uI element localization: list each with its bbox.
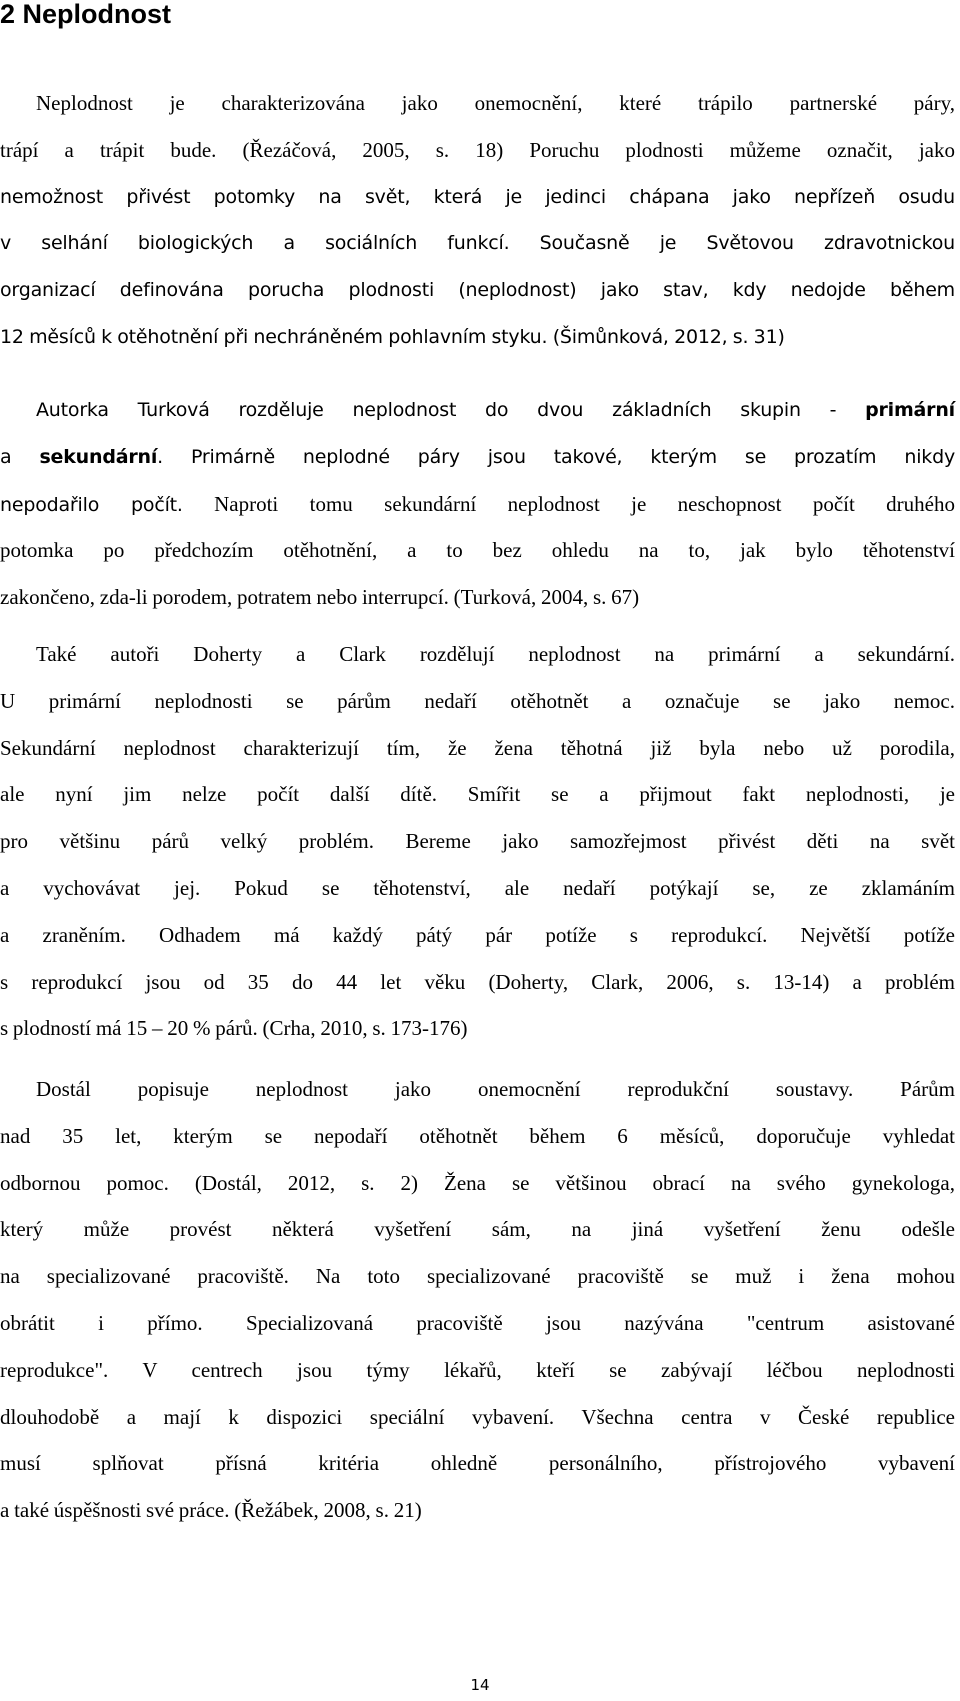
paragraph-line: nemožnost přivést potomky na svět, která je jedinci chápana jako nepřízeň osudu — [0, 185, 955, 208]
paragraph-line — [0, 387, 955, 434]
text-run: . Primárně neplodné páry jsou takové, kterým se prozatím nikdy — [157, 445, 955, 468]
paragraph-line: Neplodnost je charakterizována jako onemocnění, které trápilo partnerské páry, — [36, 91, 955, 115]
paragraph-line: pro většinu párů velký problém. Bereme jako samozřejmost přivést děti na svět — [0, 829, 955, 854]
paragraph-line: na specializované pracoviště. Na toto specializované pracoviště se muž i žena mohou — [0, 1264, 955, 1289]
paragraph-line: a také úspěšnosti své práce. (Řežábek, 2008, s. 21) — [0, 1498, 422, 1523]
paragraph-line: zakončeno, zda-li porodem, potratem nebo interrupcí. (Turková, 2004, s. 67) — [0, 585, 640, 610]
text-run: Naproti tomu sekundární neplodnost je neschopnost počít druhého — [182, 491, 955, 516]
paragraph-2 — [0, 387, 955, 621]
paragraph-line: potomka po předchozím otěhotnění, a to bez ohledu na to, jak bylo těhotenství — [0, 538, 955, 563]
paragraph-line: s reprodukcí jsou od 35 do 44 let věku (Doherty, Clark, 2006, s. 13-14) a problém — [0, 969, 955, 994]
paragraph-line — [0, 434, 955, 481]
term-secondary: sekundární — [39, 445, 158, 468]
paragraph-line: reprodukce". V centrech jsou týmy lékařů, kteří se zabývají léčbou neplodnosti — [0, 1357, 955, 1382]
paragraph-line: odbornou pomoc. (Dostál, 2012, s. 2) Žena se většinou obrací na svého gynekologa, — [0, 1170, 955, 1195]
paragraph-line — [0, 481, 955, 528]
text-run: Současně je Světovou zdravotnickou — [539, 232, 956, 255]
paragraph-line: který může provést některá vyšetření sám, na jiná vyšetření ženu odešle — [0, 1217, 955, 1242]
paragraph-line: musí splňovat přísná kritéria ohledně personálního, přístrojového vybavení — [0, 1451, 955, 1476]
text-run: nepodařilo počít. — [0, 493, 183, 516]
paragraph-4 — [0, 1066, 955, 1534]
text-run: a — [0, 445, 40, 468]
paragraph-line: dlouhodobě a mají k dispozici speciální vybavení. Všechna centra v České republice — [0, 1404, 955, 1429]
paragraph-1 — [0, 80, 955, 361]
term-primary: primární — [865, 399, 955, 421]
paragraph-line: obrátit i přímo. Specializovaná pracoviště jsou nazývána "centrum asistované — [0, 1310, 955, 1335]
paragraph-line: organizací definována porucha plodnosti (neplodnost) jako stav, kdy nedojde během — [0, 279, 955, 302]
paragraph-line: s plodností má 15 – 20 % párů. (Crha, 2010, s. 173-176) — [0, 1016, 468, 1041]
paragraph-line: U primární neplodnosti se párům nedaří otěhotnět a označuje se jako nemoc. — [0, 688, 955, 713]
paragraph-line: nad 35 let, kterým se nepodaří otěhotnět během 6 měsíců, doporučuje vyhledat — [0, 1123, 955, 1148]
paragraph-line: Dostál popisuje neplodnost jako onemocnění reprodukční soustavy. Párům — [36, 1077, 955, 1101]
paragraph-line: Sekundární neplodnost charakterizují tím, že žena těhotná již byla nebo už porodila, — [0, 735, 955, 760]
paragraph-line: trápí a trápit bude. (Řezáčová, 2005, s. 18) Poruchu plodnosti můžeme označit, jako — [0, 137, 955, 162]
text-run: v selhání biologických a sociálních funkcí. — [0, 232, 510, 255]
paragraph-line: Také autoři Doherty a Clark rozdělují neplodnost na primární a sekundární. — [36, 642, 955, 666]
paragraph-line: a zraněním. Odhadem má každý pátý pár potíže s reprodukcí. Největší potíže — [0, 922, 955, 947]
text-run: Autorka Turková rozděluje neplodnost do dvou základních skupin - — [36, 399, 866, 421]
paragraph-3 — [0, 631, 955, 1052]
section-heading: 2 Neplodnost — [0, 0, 172, 29]
page-number: 14 — [470, 1676, 490, 1694]
paragraph-line — [0, 220, 955, 267]
paragraph-line: 12 měsíců k otěhotnění při nechráněném pohlavním styku. (Šimůnková, 2012, s. 31) — [0, 325, 785, 348]
paragraph-line: ale nyní jim nelze počít další dítě. Smířit se a přijmout fakt neplodnosti, je — [0, 782, 955, 807]
paragraph-line: a vychovávat jej. Pokud se těhotenství, ale nedaří potýkají se, ze zklamáním — [0, 875, 955, 900]
